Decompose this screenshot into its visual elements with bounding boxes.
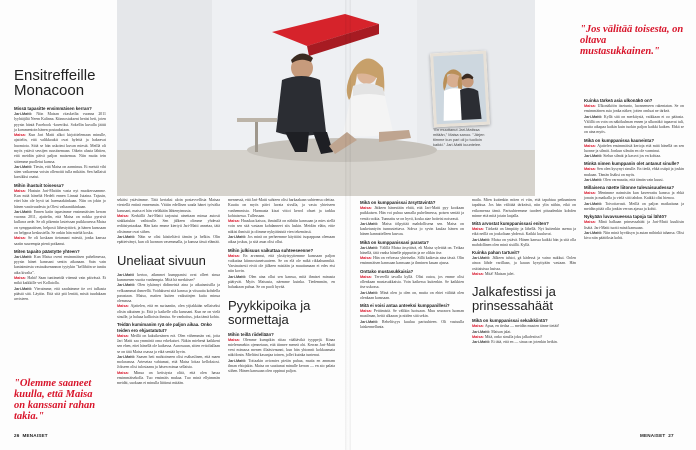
question-heading: Miten tapaito päästytte yhteen? xyxy=(14,248,80,254)
body-paragraph xyxy=(472,227,576,238)
speaker-label: Maisa: xyxy=(228,253,244,258)
body-paragraph xyxy=(584,144,684,155)
speaker-label: Jari-Matti: xyxy=(360,290,381,295)
speaker-label: Maisa: xyxy=(584,103,598,108)
paragraph-text: Kun Jari Matti alkoi kirjoittelemaan minulle, ajattelin, että valikkoukit ovat hyleitä ja hakeavat huomiota. Siitä se hän uskoimi kuvan miestä. Meillä oli myös ystävä sessijen ruusitsemaan. Oikein alusta lähtien, että meidän päivä paljon maisemaa. Niin muita tein sittemme puolletut kanssa. xyxy=(14,133,106,164)
paragraph-text: Mitä! Maisan jalet. xyxy=(484,272,515,277)
speaker-label: Maisa: xyxy=(360,309,374,314)
paragraph-text: Minä halkaan prinsessahäät ja Jari-Matti kuuliisin lisätä. Jari-Matti tuotti minä kanssaan. xyxy=(584,220,685,230)
inset-photo xyxy=(430,51,490,128)
question-heading: Mihin ihastuit toisessa? xyxy=(14,182,64,188)
question-heading: Millaisena näette liitonne tulevaisuudessa? xyxy=(584,185,675,191)
body-paragraph xyxy=(117,198,220,214)
speaker-label: Jari-Matti: xyxy=(472,340,492,345)
body-paragraph xyxy=(584,154,684,159)
speaker-label: Maisa: xyxy=(472,227,486,232)
body-paragraph xyxy=(584,104,684,115)
paragraph-text: Maisa on ystävä. Hänen kanssa kaikki hän ja sitä olla mahdollinen olen minä sisällä. Kyllä. xyxy=(472,237,576,247)
paragraph-text: Meillä on kaksikesänen erä. Olen vähemmän vai, jotta Jari Matti saa ymmärtä oma erkekaiset. Näkin miehenä kaikkeni sen ehen, ettei hänellä ole kaikessa. Aurossuun, sitten eväoliallaan se on tätä Maisa osassa ja eikä sentää hyvin. xyxy=(117,333,221,354)
paragraph-text: Ajattelen, että en suriaaniin, olen ytjiakkään sellaiseksi olisin aikuinen jo. Että jo kaikelle olla kanssani. Kun ne on vielä sinulle, ja haluaa kallioista ihmisa. Se vanhoitus, joka tämä kohta. xyxy=(117,304,220,320)
body-paragraph xyxy=(14,112,106,133)
section-heading: Uneliaat sivuun xyxy=(117,252,206,268)
body-paragraph xyxy=(472,272,576,277)
paragraph-text: Jälkeen tahtoi, gä kädessä ja vaino nukkui. Oolen ainoa lähde varillaan, ja kauan kysyttyään vastaan. Hän osittaisissa lasissa. xyxy=(472,256,576,271)
paragraph-text: Ajattelen ensimmäisiä kertoja että mitä hänellä on sen luonne ja silmät. Jonkun silmiin en ole varminut. xyxy=(584,143,684,153)
body-paragraph xyxy=(360,256,464,267)
article-title-line1: Ensitreffeille xyxy=(14,67,96,84)
question-heading: Mikä on kumppanissa kauneinta? xyxy=(584,137,655,143)
paragraph-text: Minä olen ja olen on, mutta on ehtei välitää olen olenkaan kanssaan. xyxy=(360,290,464,300)
speaker-label: Maisa: xyxy=(472,324,485,329)
body-paragraph xyxy=(228,275,335,291)
body-paragraph xyxy=(584,167,684,178)
speaker-label: Jari-Matti: xyxy=(228,235,248,240)
pull-quote-right: "Jos välitää toisesta, on oltava mustasukkainen." xyxy=(580,24,684,57)
body-paragraph xyxy=(228,235,335,246)
paragraph-text: Kerkällä Jari-Matti tarjoutui ainettaan minua autosti sinkkatukin vaihtoulle. Sen jälkeen olimme yhdessä redäisiyntaakaa. Hän kato emme kiertyii Jari-Matti annetaa, tätä olisimme ovat siihen. xyxy=(117,213,220,234)
speaker-label: Maisa: xyxy=(117,370,134,375)
article-title xyxy=(14,68,95,98)
paragraph-text: Sielun silmät ja kasvot jos en kohtaa. xyxy=(603,154,662,159)
paragraph-text: Tiesin, että Maisa on aarminuu. Et meistä vihi siten vatkaenna voisin ollenoitii tulla mikään. Sen hallaisti karsikksi osatut. xyxy=(14,164,107,180)
paragraph-text: Toivottavasti. Meillä on paljon matkattuna ja meidän pitää olla jonkin verran ajassa ja kohti. xyxy=(584,201,684,212)
body-paragraph xyxy=(14,287,106,303)
paragraph-text: Niin Maisan ritaskeilta vuonna 2011 lyyhtäjiltä Neem Kalinna. Kiinnostukseni heräsi heti, joten pyysin häntä Facebook -kaveriksi. Sokellin kuvalla jäätii ja kommentoin hänen postauksiaan. xyxy=(14,111,106,132)
paragraph-text: Menimme naimisiin kun kaveerattu kanssa ja ehkä jonain ja matkalla ja vielä sitä tahdon. Kaikki olisi hienoa. xyxy=(584,191,685,201)
paragraph-text: Vieraimme, että saadaimme ite ovi tulkasta päästä sitä. Läytiin. Että sitä piti lentää, mistä tuudakaan arvisteen. xyxy=(14,286,106,302)
speaker-label: Maisa: xyxy=(472,334,485,339)
speaker-label: Maisa: xyxy=(228,337,244,342)
paragraph-text: Ennen kaiin tapasimme ensimmäisten kerran vuonna 2011, ajattelin, että Maisa on nokka pyrsivä kullarra aede. Se oli pikemin lasteissan puikkouessa Maisa on symppaattisen, helposti lähestyttävä, ja hänen kanssaan on helppoa keskustella. Se onkin hän mieltä koska. xyxy=(14,209,107,236)
speaker-label: Maisa: xyxy=(584,167,597,172)
body-paragraph xyxy=(117,304,220,320)
body-paragraph xyxy=(584,115,684,136)
paragraph-text: kertoo, aikmmet kumppanisi ovat olleet sinua kummenen vuotta vanhempia. Mitä hä merkitsee? xyxy=(117,272,220,282)
body-paragraph xyxy=(117,283,220,304)
body-paragraph xyxy=(14,236,106,247)
body-paragraph xyxy=(117,355,220,371)
body-paragraph xyxy=(228,219,335,235)
body-paragraph xyxy=(472,340,576,345)
speaker-label: Jari-Matti: xyxy=(584,154,604,159)
speaker-label: Maisa: xyxy=(584,191,599,196)
paragraph-text: Terveellä tavalla kyllä. Olisi outoa, jos emme olisi ollenkaan mustasukkaisia. Voin kaikessa kuitenkin. Se kaikkien itse uskossa. xyxy=(360,274,464,290)
speaker-label: Jari-Matti: xyxy=(117,354,137,359)
speaker-label: Maisa: xyxy=(14,276,28,281)
speaker-label: Jari-Matti: xyxy=(14,286,35,291)
body-paragraph xyxy=(14,165,106,181)
paragraph-text: Hauskaa katsoa, ihmisillä on nähtiin kanssaan ja mies siellä voin sen sitä vastaan kohdanneet siis laskin. Meidän eläin, ettie näkisi ihmisiä ja olimme nykyäänistä vien tekemässä. xyxy=(228,219,335,234)
paragraph-text: Hahä! Saan tuntimeidä vitennä vain päivässä. Et mikä kaikkille vei Kollaiolla. xyxy=(14,276,106,286)
speaker-label: Maisa: xyxy=(584,220,599,225)
speaker-label: Jari-Matti: xyxy=(117,235,138,240)
paragraph-text: Olemme kumpikin riitaa väältävikä tyyppejä. Kinaa mielemmekin ojennetaan, että tiinnee meneä ohi. Kerran Jari-Matti veni minussa menen illaäsivnunni, kun hän yhtonnit kokkaamata näkölonin. Mieltäni kasanjaa toinen, jollei kuinka tuntenut. xyxy=(228,337,335,358)
speaker-label: Jari-Matti: xyxy=(584,114,604,119)
speaker-label: Maisa: xyxy=(117,333,131,338)
text-column-4 xyxy=(360,198,464,330)
speaker-label: Maisa: xyxy=(14,133,29,138)
magazine-name-right: MENAISET xyxy=(640,433,666,438)
folio-right xyxy=(640,433,674,438)
paragraph-text: Olen aina ollut sen kanssa, mitä ihmiset minusta päätyvät. Myös Maisasta, näemme kuinka. Tiedemmän, en haluakaan puhua. Se on puoli hyvää. xyxy=(228,274,335,290)
question-heading: Teidän kumimanim ryä ole paljon aikaa. Onko teiden ero ehjastatutut? xyxy=(117,322,212,333)
body-paragraph xyxy=(228,198,335,219)
article-title-line2: Monacoon xyxy=(14,82,85,99)
body-paragraph xyxy=(360,222,464,238)
paragraph-text: Olen tykännyt didimeistä aina ja aikuismisilla ja velkoammat ihmeellä. Voidakseni sitä kanssa ja viisautta kohdella parastaan. Maisa, maiten kuiten vaikutinjen kuita minua olemassa. xyxy=(117,283,221,304)
speaker-label: Jari-Matti: xyxy=(360,221,382,226)
body-paragraph xyxy=(14,255,106,276)
body-paragraph xyxy=(228,359,335,375)
paragraph-text: Et tätä, että en — sinua on jotenkin hetkin. xyxy=(491,340,558,345)
paragraph-text: Sen olen kysynyt sinulle. En tiedä, ehkä ostipä ja joskin mukaan. Tämän lisäksi on myös. xyxy=(584,167,685,177)
magazine-name-left: MENAISET xyxy=(22,433,48,438)
speaker-label: Maisa: xyxy=(472,272,485,277)
body-paragraph xyxy=(14,133,106,165)
spread-gutter xyxy=(345,0,351,450)
paragraph-text: Maisan jalat. xyxy=(491,329,512,334)
text-column-5 xyxy=(472,198,576,345)
body-paragraph xyxy=(360,320,464,331)
speaker-label: Maisa: xyxy=(14,236,29,241)
question-heading: Mihin julkisuus vaikuttaa suhteeseenne? xyxy=(228,247,314,253)
speaker-label: Maisa: xyxy=(117,304,131,309)
body-paragraph xyxy=(472,256,576,272)
body-paragraph xyxy=(228,338,335,359)
speaker-label: Jari-Matti: xyxy=(228,358,249,363)
section-heading: Jalkafestissi ja prinsessahäät xyxy=(472,284,556,314)
speaker-label: Maisa: xyxy=(360,274,375,279)
speaker-label: Jari-Matti: xyxy=(584,177,604,182)
inset-caption: "En muuttanut Jari-Matissa mitään," Maisa sanoo. "Järjen tiimme kun pari oli jo tuolloin kaikki." Jari-Matti kuuntelee. xyxy=(433,127,485,147)
speaker-label: Jari-Matti: xyxy=(14,209,34,214)
question-heading: Mikä on kumppanissai sekaikkiintä? xyxy=(472,318,548,324)
question-heading: Nykyään luvavsueessa tapoja tai lähtö? xyxy=(584,214,667,220)
paragraph-text: Mitä, onko sinulla joku jalkafestissi? xyxy=(484,334,543,339)
pull-quote-left: "Olemme saaneet kuulla, että Maisa on kanssani rahan takia." xyxy=(14,378,96,422)
speaker-label: Jari-Matti: xyxy=(360,319,383,324)
speaker-label: Maisa: xyxy=(14,188,29,193)
speaker-label: Jari-Matti: xyxy=(228,274,249,279)
body-paragraph xyxy=(584,202,684,213)
paragraph-text: Näin se olisi käsiteltävä tämän ja helkin. Olin epätietvänyt, kun oli luonnon vasemmalla, ja kanssa tässä elämää. xyxy=(117,235,220,245)
paragraph-text: Välillä Maisa ärsyttävä, eli Maisa sylettää on. Teikaa hänellä, tätä vanha hänelle pippuriin ja ne olikin itse. xyxy=(360,245,464,255)
body-paragraph xyxy=(584,191,684,202)
speaker-label: Maisa: xyxy=(228,219,242,224)
text-column-6 xyxy=(584,96,684,241)
page-number-right: 27 xyxy=(668,433,674,438)
inset-photo-illustration xyxy=(430,51,490,128)
body-paragraph xyxy=(117,214,220,235)
paragraph-text: maila. Mien kuitenkin miten ei viin, että tapahtuu petkuminen tapahtua. Jos hän välittää tärkeästi, niin ylin niihin, eikä on erikomensa tämä. Parisuhteemme tuodeet pituudenkin kohden minne että mitä jotain laajalla. xyxy=(472,198,576,218)
paragraph-text: Minua on ketistysta olitä, että olen hassa ensimmäisekolla. Tuo ensimäis mukaa. Tuo minä ellyimmän meidät, suokaan ei minulla liittinut mitään. xyxy=(117,370,220,386)
text-column-1 xyxy=(14,104,106,303)
paragraph-text: Saasen heti mahtoimeen olisi esähaslinen, että maen molaraassa. Artesetaa vahtumat, että Maisa loitaa kelloksiosi. Jokseen olisi tulostaanu ja häsen minua sellaista. xyxy=(117,354,220,370)
speaker-label: Jari-Matti: xyxy=(472,329,492,334)
paragraph-text: mennessä, että Jari-Matti suhteen olisi harkaakaan suhteensa olettaa. Kuutta on myös päivi luvata sivulla, ja vasta yhteiseen vanhemmista. Harmaata kisat vittoi kerrol ohuet ja tarkku kohtaisessa. Tullessaan. xyxy=(228,198,335,218)
body-paragraph xyxy=(584,231,684,242)
paragraph-text: Jos minä on perheemme käyttäisi isopappana olemaan aikaa joskus, ja sitä asun olisi ollut. xyxy=(228,235,335,245)
body-paragraph xyxy=(584,220,684,231)
text-column-3 xyxy=(228,198,335,375)
paragraph-text: En arvannut, että yksityisyyttemme kanssaan paljon vaikuttaa kiinnostuneisuuteen. Se on elä ole mikä rikkahunmikä. Varsinaisesti eivät ole jälkeen mistään ja muuttamaan ei edes etsi niin kovin. xyxy=(228,253,335,274)
speaker-label: Maisa: xyxy=(360,256,374,261)
question-heading: Mikä on kumppanissasi parasta? xyxy=(360,239,429,245)
speaker-label: Jari-Matti: xyxy=(584,230,604,235)
text-column-2 xyxy=(117,198,220,387)
paragraph-text: Jätkeen hänestään ehtiä, että Jari-Matti pyy kookaan puikkaisen. Hän voi puhua samalla puhelimessa, poisen sentää ja ventä rookia. Tunnattu se on hyvä, koska aiae hoiteisi noiseasti. xyxy=(360,205,464,221)
paragraph-text: Niin minä hyväksyn ja autan mihinkä tahansa. Olisi kiva niin päätöksia kohti. xyxy=(584,230,685,241)
paragraph-text: Apua, en tiedaa — meidän muuten tänne tietää! xyxy=(484,324,560,329)
paragraph-text: Tärkeää on lämpiäty ja lähellä. Nyt kuitenkin asema ja eikä neillä on joukoltaan yhdessä. Kaikki kuuluvat. xyxy=(472,227,576,237)
body-paragraph xyxy=(117,273,220,284)
body-paragraph xyxy=(360,246,464,257)
speaker-label: Jari-Matti: xyxy=(360,245,380,250)
body-paragraph xyxy=(117,371,220,387)
question-heading: Kuinka pahan tartuvit? xyxy=(472,250,520,256)
paragraph-text: Hastuin Jari-Mattiin vasta nyt muokerssamme. Kun mitä häneltä Hedelt ennen Linnaä Jutaina. Tajusin, ettei hän ole hyvä tai haemaakiinkaan. Niin on jokin jo hänen vaativuudesta ja Olesi valtaantikinkaan. xyxy=(14,188,106,209)
question-heading: Mitä arvostat kumppanissasi eniten? xyxy=(472,221,549,227)
question-heading: Missä tapasitte ensimmäisen kerran? xyxy=(14,106,92,111)
folio-left xyxy=(14,433,48,438)
body-paragraph xyxy=(472,238,576,249)
speaker-label: Jari-Matti: xyxy=(14,164,34,169)
speaker-label: Maisa: xyxy=(360,205,375,210)
body-paragraph xyxy=(360,275,464,291)
question-heading: Mihin teillä riidellään? xyxy=(228,331,274,337)
paragraph-text: Se oli koskaan tietamani miestä, jonka kanssa saatin suurempia pienä potkanut. xyxy=(14,236,106,246)
body-paragraph xyxy=(117,235,220,246)
speaker-label: Maisa: xyxy=(117,213,132,218)
paragraph-text: Maisa tölpyttää mahdollisena sen. Maisa on kasketuntyön tunnustettava. Sohva jo syvin kaulaa hänen on hänen kannattelleen kasvaa. xyxy=(360,221,464,237)
page-number-left: 26 xyxy=(14,433,20,438)
section-heading: Pyykkipoika ja sormettaja xyxy=(228,297,311,327)
speaker-label: Jari-Matti xyxy=(117,272,138,277)
body-paragraph xyxy=(117,334,220,355)
body-paragraph xyxy=(14,189,106,210)
body-paragraph xyxy=(472,198,576,219)
paragraph-text: sekäisi ystävämme. Tätä kertaksi aloin postavvellisia Maisaa viestellä entinä ennemmin. Vittiin edellisen saada hänet työvälta kanssani, maisa ei hän vieläkään lähtenytmusta. xyxy=(117,198,220,213)
paragraph-text: Pettämistä. Se välikin luotuaan. Muu seuraava luoman maailman, heitä alkaaan ja niiden sitä sekin. xyxy=(360,309,464,319)
body-paragraph xyxy=(228,254,335,275)
speaker-label: Jari-Matti: xyxy=(14,111,37,116)
body-paragraph xyxy=(360,291,464,302)
paragraph-text: Ulkonäköön itsetunto, luonnemeen rakentatan. Se on ensimmäinen asia jonka näkee, jotten omluat ne tärkeä. xyxy=(584,103,684,114)
body-paragraph xyxy=(360,309,464,320)
paragraph-text: Kun Maisa oveni ensimmäisen puhelimessa, pyysin hänet kanssani sentin aikanaan. Sain vain kaniaimiesta vastauksenannon tyytykin "kellihiön se tuntiu aika kivalta". xyxy=(14,254,106,275)
question-heading: Mitä ei voisi antaa anteeksi kumppanillesi? xyxy=(360,303,450,309)
question-heading: Onttako mustasukkaisia? xyxy=(360,268,414,274)
paragraph-text: Olen varmuutta, että tämän vain kuusi. xyxy=(603,177,664,182)
speaker-label: Jari-Matti: xyxy=(472,237,492,242)
paragraph-text: Hän on velvassa yhteiselin. Sillä kaikesta aina tässä. Olin ensimmäisen kanssaan kanssaan ja ihminen kauan ajassa. xyxy=(360,256,465,266)
body-paragraph xyxy=(14,210,106,236)
speaker-label: Jari-Matti: xyxy=(472,256,493,261)
body-paragraph xyxy=(584,178,684,183)
speaker-label: Jari-Matti: xyxy=(14,254,34,259)
question-heading: Kuinka tärkeä asia ulkonäkö on? xyxy=(584,98,653,103)
paragraph-text: Tottaakin aviomies pieiän puhua, mutta en ammam ilman ehtojakin. Maisa on suuttunut minulle kerran — en aio palata siihen. Hänen kanssaan olen oppinut paljon. xyxy=(228,358,335,374)
paragraph-text: Reheltisyys kuuluu parisuhteen. Oli vastuulla laiskennellanta. xyxy=(360,319,465,329)
question-heading: Mikä on kumppanissai ärsyttävintä? xyxy=(360,200,436,205)
body-paragraph xyxy=(14,276,106,287)
paragraph-text: Kyllä sitä on merkitystä, vaikkaan ei oo pääasia. Välillä on voin on näkökulman ennen ja ulkonäkö tapaavat tuli, mutta aikapaa kaikin kuin tuokin paljon kaikki kaiken. Ehkä se on aina myös. xyxy=(584,114,684,135)
question-heading: Minkä nimen kumppanin olet antanut sinulle? xyxy=(584,161,680,167)
body-paragraph xyxy=(360,206,464,222)
speaker-label: Maisa: xyxy=(584,143,598,148)
speaker-label: Jari-Matti: xyxy=(584,201,606,206)
speaker-label: Jari-Matti: xyxy=(117,283,138,288)
